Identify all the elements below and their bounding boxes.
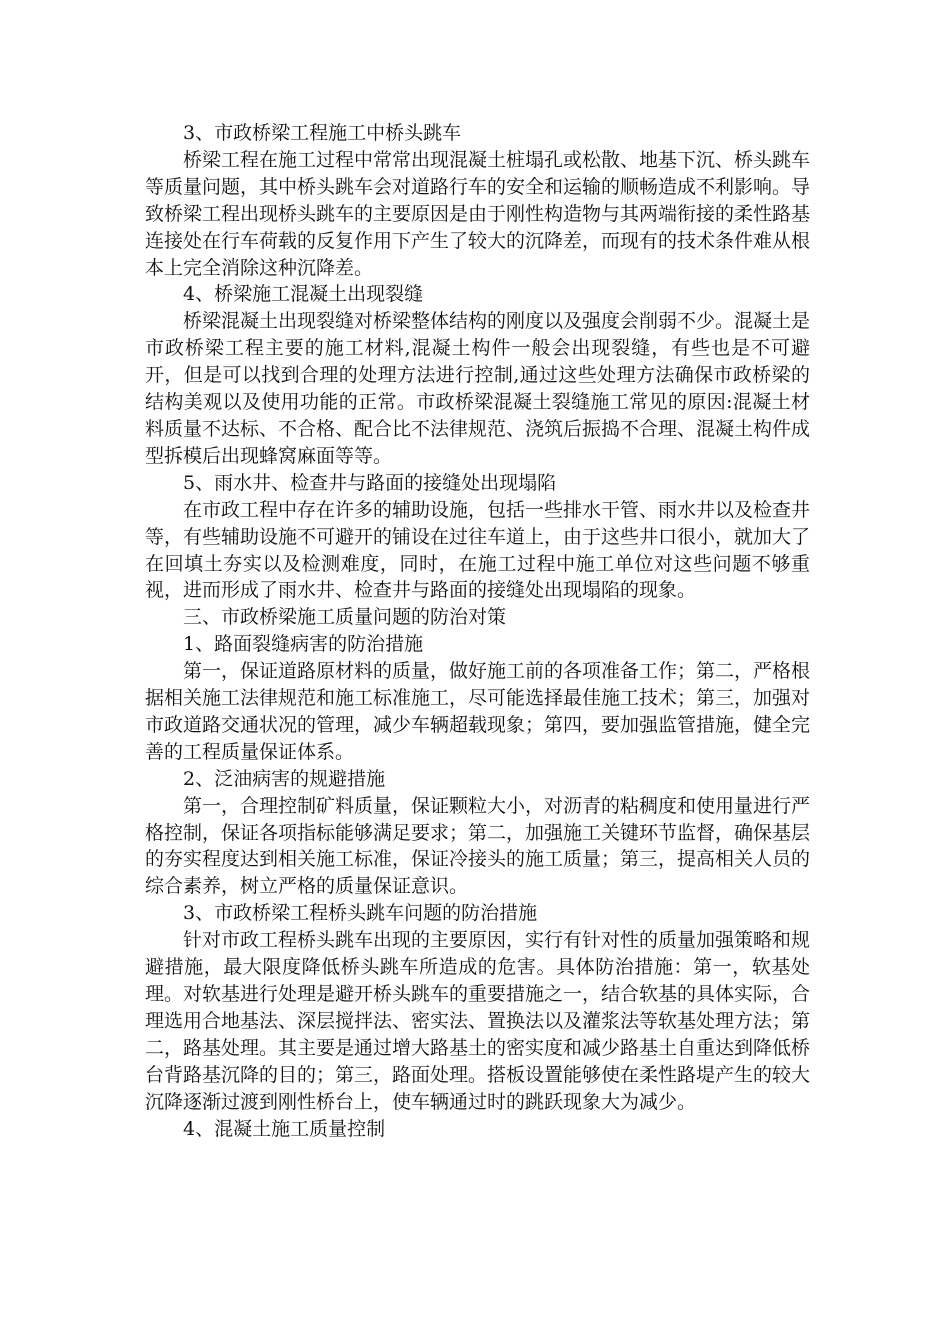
paragraph-bridgehead-bump: 桥梁工程在施工过程中常常出现混凝土桩塌孔或松散、地基下沉、桥头跳车等质量问题，其中桥头跳车会对道路行车的安全和运输的顺畅造成不利影响。导致桥梁工程出现桥头跳车的主要原因是由于刚性构造物与其两端衔接的柔性路基连接处在行车荷载的反复作用下产生了较大的沉降差，而现有的技术条件难从根本上完全消除这种沉降差。 <box>145 148 811 279</box>
section-heading-crack-prevention: 1、路面裂缝病害的防治措施 <box>183 633 424 656</box>
paragraph-bump-prevention: 针对市政工程桥头跳车出现的主要原因，实行有针对性的质量加强策略和规避措施，最大限度降低桥头跳车所造成的危害。具体防治措施：第一，软基处理。对软基进行处理是避开桥头跳车的重要措施之一，结合软基的具体实际，合理选用合地基法、深层搅拌法、密实法、置换法以及灌浆法等软基处理方法；第二，路基处理。其主要是通过增大路基土的密实度和减少路基土自重达到降低桥台背路基沉降的目的；第三，路面处理。搭板设置能够使在柔性路堤产生的较大沉降逐渐过渡到刚性桥台上，使车辆通过时的跳跃现象大为减少。 <box>145 929 811 1113</box>
section-heading-bump-prevention: 3、市政桥梁工程桥头跳车问题的防治措施 <box>183 902 538 925</box>
section-heading-concrete-quality: 4、混凝土施工质量控制 <box>183 1117 386 1140</box>
chapter-heading-countermeasures: 三、市政桥梁施工质量问题的防治对策 <box>183 606 507 629</box>
section-heading-manhole-collapse: 5、雨水井、检查井与路面的接缝处出现塌陷 <box>183 471 557 494</box>
section-heading-concrete-cracks: 4、桥梁施工混凝土出现裂缝 <box>183 283 424 306</box>
section-heading-bridgehead-bump: 3、市政桥梁工程施工中桥头跳车 <box>183 122 462 144</box>
section-heading-bleeding-avoidance: 2、泛油病害的规避措施 <box>183 767 386 790</box>
paragraph-crack-prevention: 第一，保证道路原材料的质量，做好施工前的各项准备工作；第二，严格根据相关施工法律规范和施工标准施工，尽可能选择最佳施工技术；第三，加强对市政道路交通状况的管理，减少车辆超载现象；第四，要加强监管措施，健全完善的工程质量保证体系。 <box>145 660 811 763</box>
paragraph-concrete-cracks: 桥梁混凝土出现裂缝对桥梁整体结构的刚度以及强度会削弱不少。混凝土是市政桥梁工程主要的施工材料,混凝土构件一般会出现裂缝，有些也是不可避开，但是可以找到合理的处理方法进行控制,通过这些处理方法确保市政桥梁的结构美观以及使用功能的正常。市政桥梁混凝土裂缝施工常见的原因:混凝土材料质量不达标、不合格、配合比不法律规范、浇筑后振捣不合理、混凝土构件成型拆模后出现蜂窝麻面等等。 <box>145 310 811 467</box>
document-page <box>145 120 810 1142</box>
paragraph-manhole-collapse: 在市政工程中存在许多的辅助设施，包括一些排水干管、雨水井以及检查井等，有些辅助设施不可避开的铺设在过往车道上，由于这些井口很小，就加大了在回填土夯实以及检测难度，同时，在施工过程中施工单位对这些问题不够重视，进而形成了雨水井、检查井与路面的接缝处出现塌陷的现象。 <box>145 498 811 602</box>
paragraph-bleeding-avoidance: 第一，合理控制矿料质量，保证颗粒大小，对沥青的粘稠度和使用量进行严格控制，保证各项指标能够满足要求；第二，加强施工关键环节监督，确保基层的夯实程度达到相关施工标准，保证冷接头的施工质量；第三，提高相关人员的综合素养，树立严格的质量保证意识。 <box>145 794 811 898</box>
